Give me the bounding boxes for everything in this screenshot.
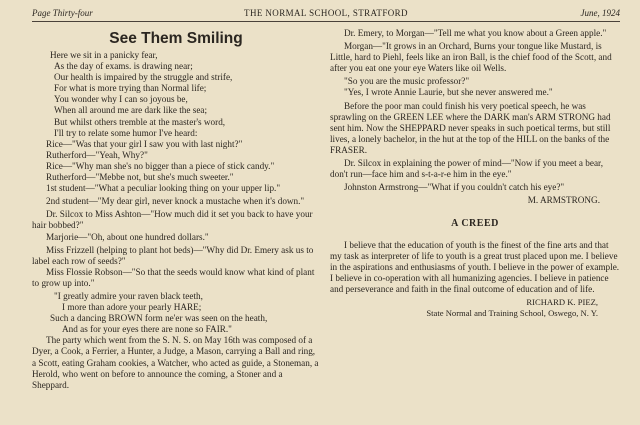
verse-line: Such a dancing BROWN form ne'er was seen on the heath, bbox=[50, 313, 268, 324]
party-paragraph: The party which went from the S. N. S. on May 16th was composed of a Dyer, a Cook, a Ferrier, a Hunter, a Judge, a Mason, carrying a Ball and ring, a Scott, eating Graham cookies, a Watcher, who acted as guide, a Stoneman, a Herold, who went on before to announce the coming, a Stoner and a Sheppard. bbox=[32, 335, 319, 390]
left-column bbox=[32, 28, 320, 391]
joke-line: Miss Frizzell (helping to plant hot beds)—"Why did Dr. Emery ask us to label each row of seeds?" bbox=[32, 244, 314, 266]
publication-title: THE NORMAL SCHOOL, STRATFORD bbox=[244, 8, 408, 18]
poem-line: For what is more trying than Normal life; bbox=[54, 83, 207, 94]
joke-line: Morgan—"It grows in an Orchard, Burns your tongue like Mustard, is Little, hard to Piehl, feels like an iron Ball, is the chief food of the Scott, and after you eat one your eye Waters like oil Wells. bbox=[330, 41, 612, 74]
verse-line: And as for your eyes there are none so FAIR." bbox=[62, 324, 232, 335]
issue-date: June, 1924 bbox=[580, 8, 620, 18]
creed-heading: A CREED bbox=[451, 218, 499, 230]
article-title: See Them Smiling bbox=[109, 30, 243, 47]
joke-line: Rutherford—"Mebbe not, but she's much sweeter." bbox=[46, 172, 234, 183]
joke-line: Johnston Armstrong—"What if you couldn't catch his eye?" bbox=[344, 182, 565, 193]
poem-line: I'll try to relate some humor I've heard: bbox=[54, 127, 198, 138]
page-number: Page Thirty-four bbox=[32, 8, 93, 18]
creed-affiliation: State Normal and Training School, Oswego, N. Y. bbox=[426, 308, 598, 319]
verse-line: "I greatly admire your raven black teeth, bbox=[54, 290, 203, 301]
joke-line: Dr. Silcox in explaining the power of mind—"Now if you meet a bear, don't run—face him and s-t-a-r-e him in the eye." bbox=[330, 158, 604, 180]
joke-line: "Yes, I wrote Annie Laurie, but she never answered me." bbox=[344, 87, 553, 98]
poem-line: Our health is impaired by the struggle and strife, bbox=[54, 72, 233, 83]
joke-line: Miss Flossie Robson—"So that the seeds would know what kind of plant to grow up into." bbox=[32, 266, 315, 288]
right-column bbox=[330, 28, 620, 319]
poem-line: You wonder why I can so joyous be, bbox=[54, 94, 188, 105]
poem-line: As the day of exams. is drawing near; bbox=[54, 61, 193, 72]
author-signature: M. ARMSTRONG. bbox=[527, 195, 600, 206]
creed-author: RICHARD K. PIEZ, bbox=[526, 296, 598, 307]
joke-line: Dr. Emery, to Morgan—"Tell me what you know about a Green apple." bbox=[344, 28, 607, 38]
intro-poem bbox=[32, 50, 320, 139]
joke-line: Rice—"Was that your girl I saw you with last night?" bbox=[46, 138, 243, 149]
joke-line: 2nd student—"My dear girl, never knock a mustache when it's down." bbox=[46, 196, 305, 207]
joke-line: Marjorie—"Oh, about one hundred dollars." bbox=[46, 231, 209, 242]
joke-line: Dr. Silcox to Miss Ashton—"How much did it set you back to have your hair bobbed?" bbox=[32, 209, 313, 231]
page-header bbox=[32, 8, 620, 20]
joke-line: Rice—"Why man she's no bigger than a piece of stick candy." bbox=[46, 160, 275, 171]
poem-line: When all around me are dark like the sea; bbox=[54, 105, 208, 116]
header-rule bbox=[32, 21, 620, 22]
verse-line: I more than adore your pearly HARE; bbox=[62, 302, 202, 313]
story-paragraph: Before the poor man could finish his very poetical speech, he was sprawling on the GREEN LEE where the DARK man's ARM STRONG had sent him. Now the SHEPPARD never speaks in such poetical terms, but still lives, a lonely bachelor, in the hut at the top of the HILL on the banks of the FRASER. bbox=[330, 100, 611, 155]
joke-line: 1st student—"What a peculiar looking thing on your upper lip." bbox=[46, 183, 281, 194]
joke-line: "So you are the music professor?" bbox=[344, 76, 470, 87]
joke-line: Rutherford—"Yeah, Why?" bbox=[46, 149, 148, 160]
verse bbox=[32, 291, 320, 335]
creed-paragraph: I believe that the education of youth is the finest of the fine arts and that my task as interpreter of life to youth is a great trust placed upon me. I believe in the aspirations and enthusiasms of youth. I believe in the power of example. I believe in co-operation with all humanizing agencies. I believe in patience and perseverance and faith in the final outcome of education and of life. bbox=[330, 239, 620, 294]
poem-line: Here we sit in a panicky fear, bbox=[50, 50, 158, 60]
poem-line: But whilst others tremble at the master's word, bbox=[54, 116, 226, 127]
